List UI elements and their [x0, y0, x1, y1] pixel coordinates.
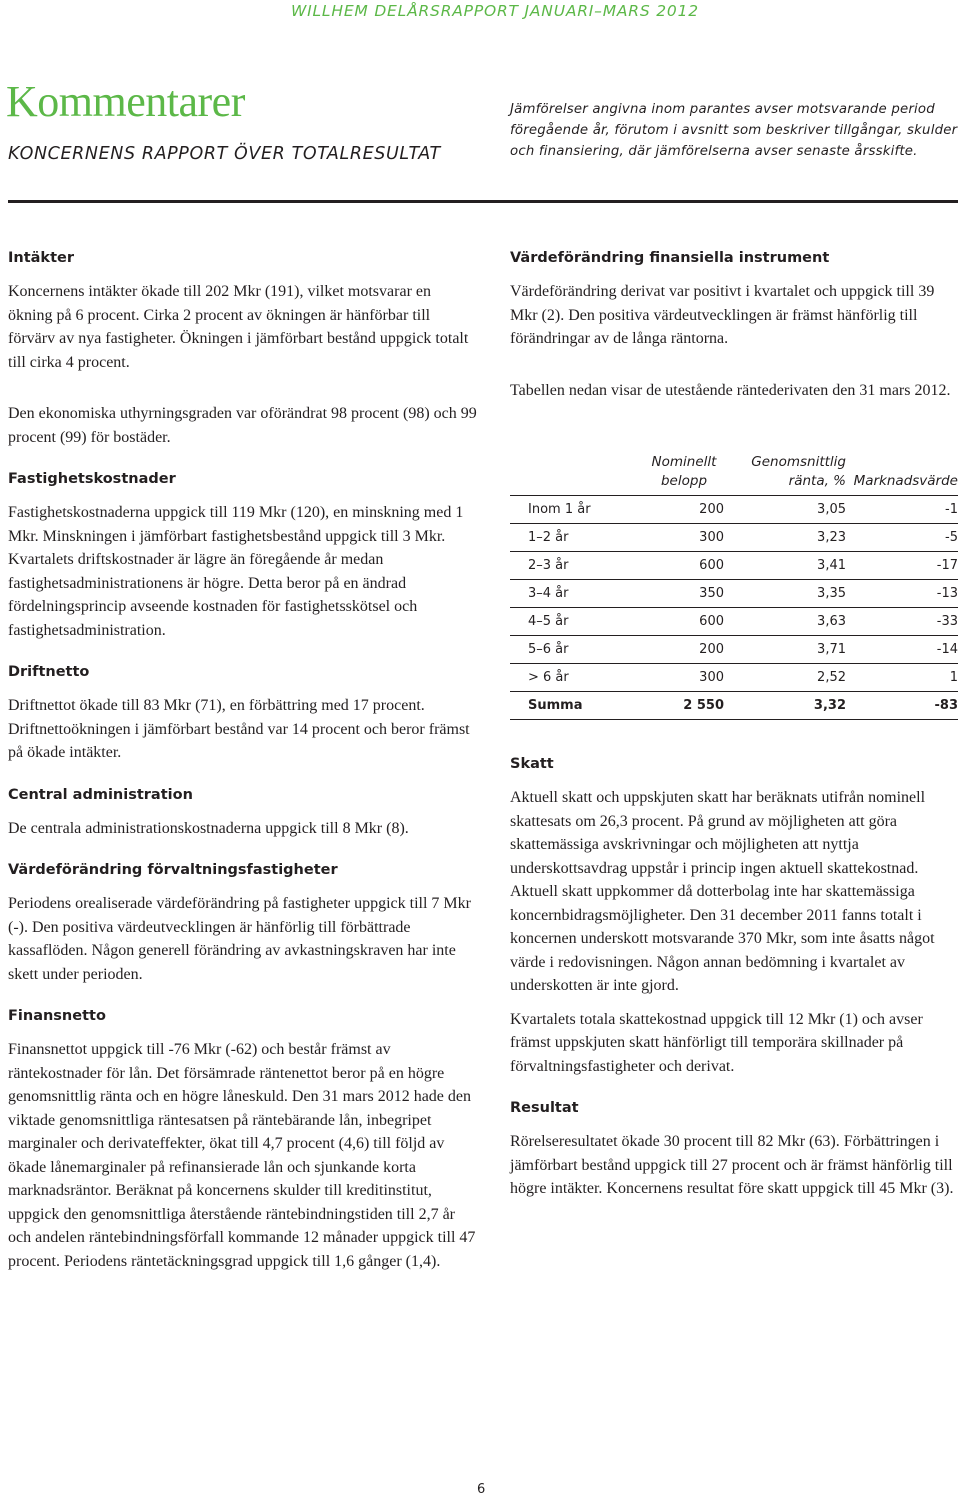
table-sum-row [510, 692, 958, 720]
table-cell: 3,05 [724, 496, 846, 524]
table-cell: -5 [846, 524, 958, 552]
table-cell: 5–6 år [510, 636, 609, 664]
heading-finansnetto: Finansnetto [8, 1008, 106, 1024]
running-header: WILLHEM DELÅRSRAPPORT JANUARI–MARS 2012 [291, 2, 699, 20]
paragraph: Värdeförändring derivat var positivt i kvartalet och uppgick till 39 Mkr (2). Den positiva värdeutvecklingen är främst hänförlig till förändringar av de långa räntorna. [510, 283, 935, 347]
table-cell: 3,41 [724, 552, 846, 580]
table-cell: 1 [846, 664, 958, 692]
table-cell: 300 [609, 524, 724, 552]
right-column-lower [510, 752, 958, 1219]
table-row [510, 664, 958, 692]
table-cell: > 6 år [510, 664, 609, 692]
table-row [510, 636, 958, 664]
table-header-cell [609, 449, 724, 496]
table-header-cell: Marknadsvärde [853, 473, 958, 489]
table-cell: -1 [846, 496, 958, 524]
table-row [510, 552, 958, 580]
section-vardeforandring-fastigheter [8, 858, 478, 986]
intro-note: Jämförelser angivna inom parantes avser motsvarande period föregående år, förutom i avsnitt som beskriver tillgångar, skulder och finansiering, där jämförelserna avser senaste årsskifte. [510, 102, 958, 159]
table-cell: Inom 1 år [510, 496, 609, 524]
table-cell: 3,23 [724, 524, 846, 552]
table-cell: 3,32 [724, 692, 846, 720]
section-resultat [510, 1096, 958, 1201]
table-cell: 300 [609, 664, 724, 692]
table-cell: 200 [609, 496, 724, 524]
table-cell: 4–5 år [510, 608, 609, 636]
table-cell: Summa [510, 692, 609, 720]
table-cell: -17 [846, 552, 958, 580]
section-driftnetto [8, 660, 478, 765]
table-cell: 3,63 [724, 608, 846, 636]
section-skatt [510, 752, 958, 1078]
section-intakter [8, 246, 478, 449]
derivatives-table-body [510, 496, 958, 720]
table-cell: -83 [846, 692, 958, 720]
table-header-row [510, 449, 958, 496]
table-cell: 1–2 år [510, 524, 609, 552]
table-row [510, 496, 958, 524]
table-cell: 2 550 [609, 692, 724, 720]
table-header-cell [724, 449, 846, 496]
left-column [8, 246, 478, 1291]
paragraph: Koncernens intäkter ökade till 202 Mkr (191), vilket motsvarar en ökning på 6 procent. Cirka 2 procent av ökningen är hänförbar till förvärv av nya fastigheter. Ökningen i jämförbart bestånd uppgick totalt till cirka 4 procent. [8, 283, 469, 371]
heading-skatt: Skatt [510, 756, 554, 772]
paragraph: Rörelseresultatet ökade 30 procent till 82 Mkr (63). Förbättringen i jämförbart bestånd uppgick till 27 procent och är främst hänförlig till högre intäkter. Koncernens resultat före skatt uppgick till 45 Mkr (3). [510, 1133, 954, 1197]
header-divider [8, 200, 958, 203]
heading-driftnetto: Driftnetto [8, 664, 90, 680]
heading-vardeforandring-fastigheter: Värdeförändring förvaltningsfastigheter [8, 862, 338, 878]
heading-vardeforandring-finansiella: Värdeförändring finansiella instrument [510, 250, 830, 266]
table-cell: -13 [846, 580, 958, 608]
table-header-cell [510, 449, 609, 496]
table-row [510, 580, 958, 608]
table-cell: 3,71 [724, 636, 846, 664]
derivatives-table [510, 449, 958, 720]
right-column-upper [510, 246, 958, 412]
paragraph: Finansnettot uppgick till -76 Mkr (-62) och består främst av räntekostnader för lån. Det försämrade räntenettot beror på en högre genomsnittlig ränta och en högre låneskuld. Den 31 mars 2012 hade den viktade genomsnittliga räntesatsen på räntebärande lån, inbegripet marginaler och derivateffekter, ökat till 4,7 procent (4,6) till följd av ökade lånemarginaler på refinansierade lån och sjunkande korta marknadsräntor. Beräknat på koncernens skulder till kreditinstitut, uppgick den genomsnittliga återstående räntebindningstiden till 2,7 år och andelen räntebindningsförfall kommande 12 månader uppgick till 47 procent. Periodens räntetäckningsgrad uppgick till 1,6 gånger (1,4). [8, 1041, 476, 1270]
table-cell: 600 [609, 552, 724, 580]
section-fastighetskostnader [8, 467, 478, 642]
page-number: 6 [477, 1482, 486, 1497]
table-cell: 3–4 år [510, 580, 609, 608]
table-row [510, 608, 958, 636]
paragraph: Tabellen nedan visar de utestående räntederivaten den 31 mars 2012. [510, 381, 951, 399]
table-cell: 2,52 [724, 664, 846, 692]
table-row [510, 524, 958, 552]
table-cell: -33 [846, 608, 958, 636]
section-finansnetto [8, 1004, 478, 1273]
heading-intakter: Intäkter [8, 250, 74, 266]
section-central-administration [8, 783, 478, 841]
header-nominellt-belopp: Nominellt belopp [651, 454, 717, 489]
heading-fastighetskostnader: Fastighetskostnader [8, 471, 176, 487]
heading-central-administration: Central administration [8, 786, 193, 803]
table-cell: 350 [609, 580, 724, 608]
table-cell: 600 [609, 608, 724, 636]
paragraph: Aktuell skatt och uppskjuten skatt har beräknats utifrån nominell skattesats om 26,3 procent. På grund av möjligheten att göra skattemässiga avskrivningar och möjligheten att nyttja underskottsavdrag uppstår i princip ingen aktuell skattekostnad. Aktuell skatt uppkommer då dotterbolag inte har skattemässiga koncernbidragsmöjligheter. Den 31 december 2011 fanns totalt i koncernen underskott motsvarande 370 Mkr, som inte åsatts något värde i redovisningen. Någon annan bedömning i kvartalet av underskotten är inte gjord. [510, 789, 935, 994]
table-cell: 3,35 [724, 580, 846, 608]
paragraph: Fastighetskostnaderna uppgick till 119 Mkr (120), en minskning med 1 Mkr. Minskningen i jämförbart fastighetsbestånd uppgick till 3 Mkr. Kvartalets driftskostnader är lägre än föregående år medan fastighetsadministrationens är högre. Detta beror på en ändrad fördelningsprincip avseende kostnaden för fastighetsskötsel och fastighetsadministration. [8, 504, 464, 639]
table-cell: -14 [846, 636, 958, 664]
page-subtitle: KONCERNENS RAPPORT ÖVER TOTALRESULTAT [8, 144, 441, 164]
table-cell: 200 [609, 636, 724, 664]
page-title: Kommentarer [6, 77, 245, 126]
paragraph: Periodens orealiserade värdeförändring på fastigheter uppgick till 7 Mkr (-). Den positiva värdeutvecklingen är hänförlig till förbättrade kassaflöden. Någon generell förändring av avkastningskraven har inte skett under perioden. [8, 895, 471, 983]
paragraph: De centrala administrationskostnaderna uppgick till 8 Mkr (8). [8, 819, 409, 837]
header-genomsnittlig-ranta: Genomsnittlig ränta, % [751, 454, 846, 489]
paragraph: Driftnettot ökade till 83 Mkr (71), en förbättring med 17 procent. Driftnettoökningen i jämförbart bestånd var 14 procent och beror främst på ökade intäkter. [8, 697, 470, 761]
paragraph: Den ekonomiska uthyrningsgraden var oförändrat 98 procent (98) och 99 procent (99) för bostäder. [8, 405, 477, 446]
table-cell: 2–3 år [510, 552, 609, 580]
paragraph: Kvartalets totala skattekostnad uppgick till 12 Mkr (1) och avser främst uppskjuten skatt hänförligt till temporära skillnader på förvaltningsfastigheter och derivat. [510, 1010, 923, 1075]
heading-resultat: Resultat [510, 1100, 579, 1116]
